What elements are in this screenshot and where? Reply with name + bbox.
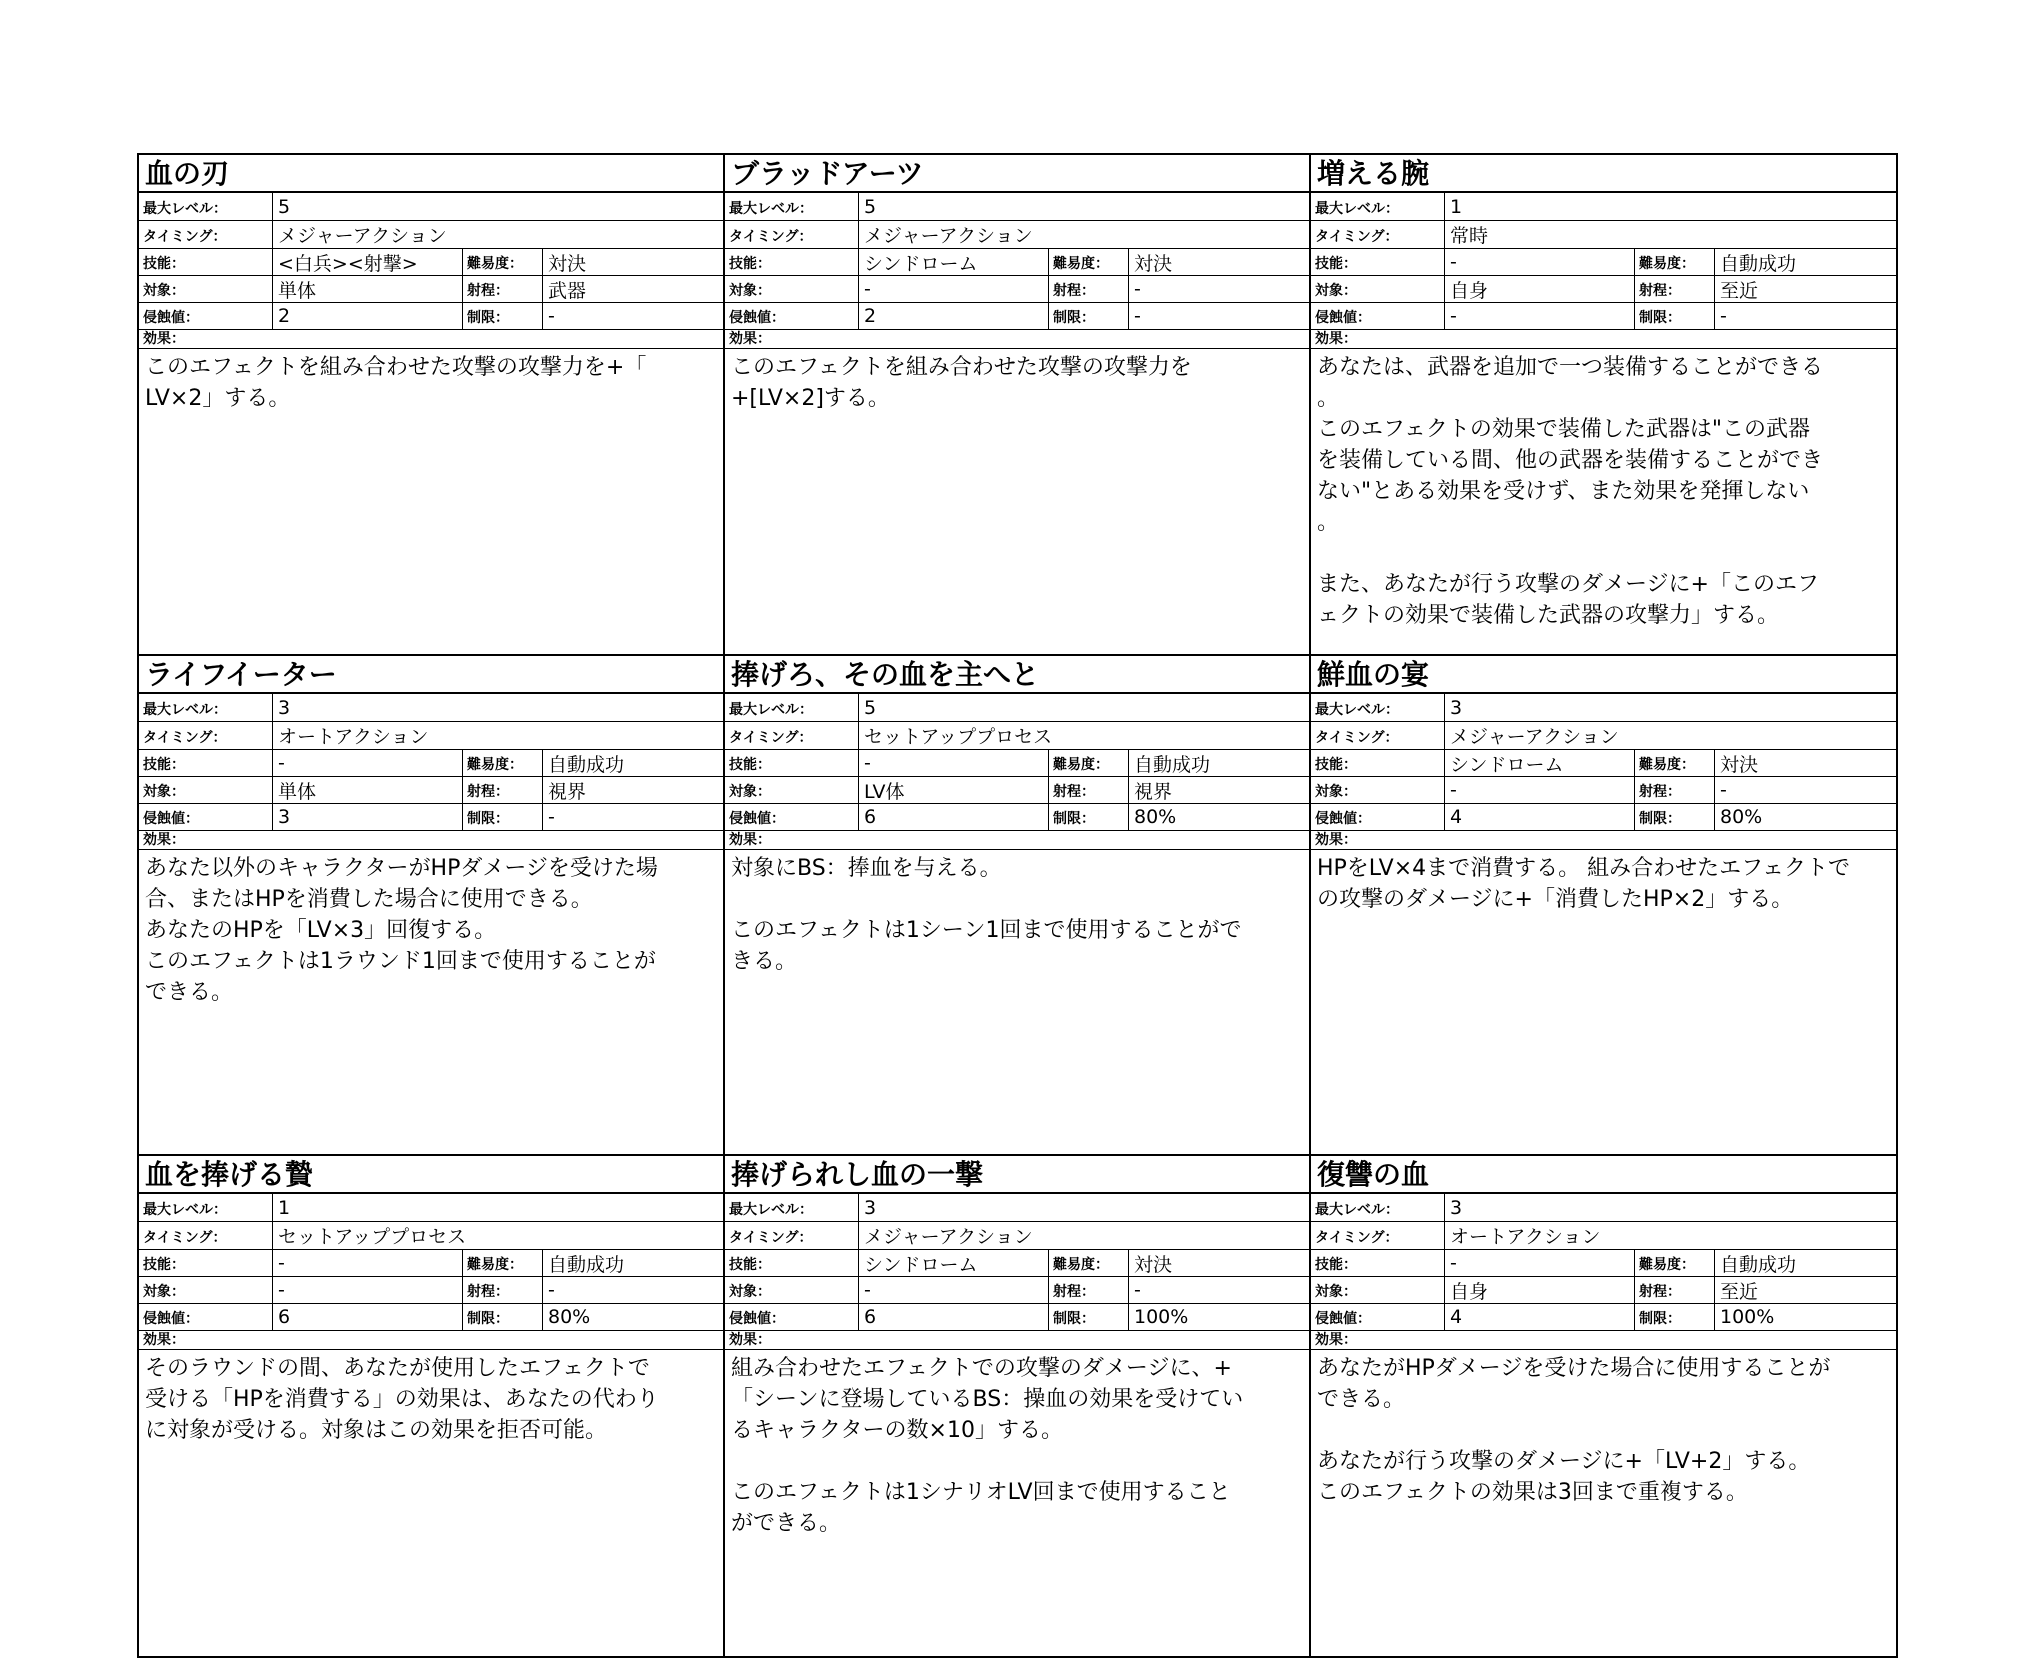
effect-card <box>1311 155 1898 656</box>
range-label: 射程： <box>1635 1277 1715 1303</box>
effect-card <box>139 656 725 1156</box>
max-level-row <box>139 1194 723 1222</box>
effect-card <box>1311 1156 1898 1658</box>
max-level-value: 3 <box>1450 696 1463 719</box>
effect-line <box>731 1446 1305 1477</box>
timing-label: タイミング： <box>1311 1222 1445 1249</box>
timing-label: タイミング： <box>725 1222 859 1249</box>
limit-label: 制限： <box>1049 1304 1129 1330</box>
max-level-row <box>725 193 1309 221</box>
timing-row <box>139 1222 723 1250</box>
effect-title: 血の刃 <box>139 155 723 193</box>
max-level-label: 最大レベル： <box>139 193 273 220</box>
erosion-value: 6 <box>273 1304 463 1330</box>
skill-row <box>1311 1250 1896 1277</box>
erosion-row <box>139 804 723 831</box>
effect-line: るキャラクターの数×10」する。 <box>731 1418 1063 1443</box>
erosion-row <box>1311 1304 1896 1331</box>
max-level-value: 3 <box>278 696 291 719</box>
erosion-row <box>725 804 1309 831</box>
effect-card-sheet <box>137 153 1898 1658</box>
target-value: LV体 <box>859 777 1049 803</box>
range-label: 射程： <box>1049 1277 1129 1303</box>
effect-title: 復讐の血 <box>1311 1156 1896 1194</box>
erosion-row <box>139 303 723 330</box>
difficulty-value: 対決 <box>1134 252 1173 275</box>
effect-description <box>1311 1350 1896 1656</box>
effect-line: ェクトの効果で装備した武器の攻撃力」する。 <box>1317 603 1780 628</box>
effect-line: できる。 <box>1317 1387 1406 1412</box>
erosion-label: 侵蝕値： <box>139 303 273 329</box>
skill-label: 技能： <box>725 750 859 776</box>
max-level-row <box>725 1194 1309 1222</box>
timing-row <box>1311 1222 1896 1250</box>
effect-title: 血を捧げる贄 <box>139 1156 723 1194</box>
effect-label: 効果： <box>725 1331 1309 1350</box>
limit-value: - <box>1720 305 1727 327</box>
skill-label: 技能： <box>1311 750 1445 776</box>
effect-description <box>725 850 1309 1154</box>
effect-line: あなた以外のキャラクターがHPダメージを受けた場 <box>145 856 658 881</box>
limit-label: 制限： <box>1049 303 1129 329</box>
range-label: 射程： <box>463 777 543 803</box>
skill-value: - <box>273 1250 463 1276</box>
target-label: 対象： <box>725 1277 859 1303</box>
skill-value: - <box>1445 1250 1635 1276</box>
target-row <box>139 777 723 804</box>
limit-value: 100% <box>1720 1306 1775 1328</box>
target-value: 自身 <box>1445 1277 1635 1303</box>
skill-label: 技能： <box>139 1250 273 1276</box>
skill-row <box>139 1250 723 1277</box>
timing-row <box>139 722 723 750</box>
target-label: 対象： <box>1311 1277 1445 1303</box>
range-label: 射程： <box>1049 777 1129 803</box>
target-value: - <box>859 276 1049 302</box>
effect-line: あなたがHPダメージを受けた場合に使用することが <box>1317 1356 1831 1381</box>
effect-line: ができる。 <box>731 1511 842 1536</box>
range-label: 射程： <box>463 276 543 302</box>
max-level-value: 3 <box>1450 1196 1463 1219</box>
effect-title: ライフイーター <box>139 656 723 694</box>
erosion-row <box>139 1304 723 1331</box>
difficulty-label: 難易度： <box>463 249 543 275</box>
effect-line: このエフェクトを組み合わせた攻撃の攻撃力を+「 <box>145 355 647 380</box>
erosion-row <box>1311 303 1896 330</box>
difficulty-value: 対決 <box>548 252 587 275</box>
timing-value: メジャーアクション <box>1450 726 1619 748</box>
effect-description <box>139 850 723 1154</box>
erosion-row <box>725 1304 1309 1331</box>
skill-row <box>1311 249 1896 276</box>
range-value: - <box>1134 1279 1141 1301</box>
effect-title: 増える腕 <box>1311 155 1896 193</box>
difficulty-value: 対決 <box>1720 753 1759 776</box>
skill-value: シンドローム <box>1445 750 1635 776</box>
timing-row <box>139 221 723 249</box>
max-level-row <box>1311 193 1896 221</box>
skill-label: 技能： <box>1311 249 1445 275</box>
range-value: - <box>1720 779 1727 801</box>
timing-label: タイミング： <box>1311 722 1445 749</box>
skill-label: 技能： <box>725 1250 859 1276</box>
effect-line: 「シーンに登場しているBS：操血の効果を受けてい <box>731 1387 1244 1412</box>
target-row <box>139 1277 723 1304</box>
effect-line <box>1317 538 1892 569</box>
max-level-value: 5 <box>864 195 877 218</box>
effect-line: あなたのHPを「LV×3」回復する。 <box>145 918 497 943</box>
limit-value: 80% <box>1720 806 1763 828</box>
effect-line <box>1317 1415 1892 1446</box>
effect-description <box>1311 850 1896 1154</box>
target-label: 対象： <box>139 1277 273 1303</box>
effect-description <box>139 1350 723 1656</box>
max-level-label: 最大レベル： <box>139 1194 273 1221</box>
erosion-value: 4 <box>1445 1304 1635 1330</box>
effect-label: 効果： <box>1311 1331 1896 1350</box>
effect-card <box>725 155 1311 656</box>
effect-line: 受ける「HPを消費する」の効果は、あなたの代わり <box>145 1387 659 1412</box>
effect-line: LV×2」する。 <box>145 386 291 411</box>
skill-value: シンドローム <box>859 1250 1049 1276</box>
timing-row <box>725 221 1309 249</box>
limit-label: 制限： <box>463 303 543 329</box>
range-value: - <box>548 1279 555 1301</box>
effect-description <box>139 349 723 654</box>
effect-card <box>725 1156 1311 1658</box>
target-row <box>1311 777 1896 804</box>
difficulty-value: 自動成功 <box>1134 753 1211 776</box>
timing-value: セットアッププロセス <box>278 1226 467 1248</box>
effect-line: 対象にBS：捧血を与える。 <box>731 856 1002 881</box>
skill-value: <白兵><射撃> <box>273 249 463 275</box>
target-label: 対象： <box>1311 276 1445 302</box>
skill-row <box>1311 750 1896 777</box>
target-row <box>1311 1277 1896 1304</box>
effect-line: このエフェクトの効果は3回まで重複する。 <box>1317 1480 1748 1505</box>
limit-value: - <box>1134 305 1141 327</box>
max-level-value: 5 <box>864 696 877 719</box>
effect-title: 鮮血の宴 <box>1311 656 1896 694</box>
range-value: 至近 <box>1720 1280 1759 1303</box>
erosion-label: 侵蝕値： <box>1311 804 1445 830</box>
effect-line: 。 <box>1317 386 1340 411</box>
target-row <box>725 777 1309 804</box>
effect-title: 捧げられし血の一撃 <box>725 1156 1309 1194</box>
range-value: 視界 <box>1134 780 1173 803</box>
skill-label: 技能： <box>139 249 273 275</box>
erosion-label: 侵蝕値： <box>725 804 859 830</box>
target-value: - <box>859 1277 1049 1303</box>
erosion-label: 侵蝕値： <box>725 303 859 329</box>
erosion-value: - <box>1445 303 1635 329</box>
limit-value: - <box>548 806 555 828</box>
limit-value: 100% <box>1134 1306 1189 1328</box>
skill-label: 技能： <box>1311 1250 1445 1276</box>
timing-label: タイミング： <box>725 722 859 749</box>
effect-line: あなたは、武器を追加で一つ装備することができる <box>1317 355 1824 380</box>
timing-value: オートアクション <box>1450 1226 1601 1248</box>
max-level-row <box>1311 1194 1896 1222</box>
effect-card <box>139 155 725 656</box>
erosion-label: 侵蝕値： <box>139 1304 273 1330</box>
effect-line: また、あなたが行う攻撃のダメージに+「このエフ <box>1317 572 1819 597</box>
effect-title: ブラッドアーツ <box>725 155 1309 193</box>
skill-label: 技能： <box>725 249 859 275</box>
difficulty-label: 難易度： <box>1635 249 1715 275</box>
timing-row <box>1311 221 1896 249</box>
max-level-row <box>139 694 723 722</box>
skill-row <box>725 750 1309 777</box>
limit-value: 80% <box>1134 806 1177 828</box>
effect-card <box>1311 656 1898 1156</box>
max-level-label: 最大レベル： <box>725 193 859 220</box>
target-label: 対象： <box>725 777 859 803</box>
timing-row <box>725 1222 1309 1250</box>
difficulty-label: 難易度： <box>1635 1250 1715 1276</box>
difficulty-label: 難易度： <box>463 750 543 776</box>
effect-label: 効果： <box>1311 330 1896 349</box>
limit-label: 制限： <box>463 1304 543 1330</box>
limit-label: 制限： <box>1635 804 1715 830</box>
effect-description <box>1311 349 1896 654</box>
effect-line: このエフェクトは1シーン1回まで使用することがで <box>731 918 1242 943</box>
timing-label: タイミング： <box>725 221 859 248</box>
difficulty-label: 難易度： <box>1635 750 1715 776</box>
effect-line: このエフェクトは1シナリオLV回まで使用すること <box>731 1480 1231 1505</box>
limit-value: 80% <box>548 1306 591 1328</box>
difficulty-value: 対決 <box>1134 1253 1173 1276</box>
effect-label: 効果： <box>139 1331 723 1350</box>
erosion-label: 侵蝕値： <box>1311 1304 1445 1330</box>
difficulty-value: 自動成功 <box>548 1253 625 1276</box>
max-level-value: 1 <box>278 1196 291 1219</box>
timing-value: セットアッププロセス <box>864 726 1053 748</box>
erosion-row <box>725 303 1309 330</box>
target-value: 自身 <box>1445 276 1635 302</box>
limit-label: 制限： <box>1635 303 1715 329</box>
range-label: 射程： <box>1635 777 1715 803</box>
effect-line: このエフェクトは1ラウンド1回まで使用することが <box>145 949 656 974</box>
skill-row <box>725 1250 1309 1277</box>
max-level-label: 最大レベル： <box>1311 193 1445 220</box>
target-label: 対象： <box>139 276 273 302</box>
erosion-label: 侵蝕値： <box>1311 303 1445 329</box>
effect-label: 効果： <box>725 831 1309 850</box>
effect-line: 組み合わせたエフェクトでの攻撃のダメージに、+ <box>731 1356 1232 1381</box>
erosion-value: 6 <box>859 804 1049 830</box>
effect-label: 効果： <box>1311 831 1896 850</box>
target-value: 単体 <box>273 276 463 302</box>
timing-row <box>1311 722 1896 750</box>
erosion-value: 4 <box>1445 804 1635 830</box>
effect-card <box>725 656 1311 1156</box>
target-row <box>1311 276 1896 303</box>
range-value: - <box>1134 278 1141 300</box>
limit-label: 制限： <box>1635 1304 1715 1330</box>
difficulty-label: 難易度： <box>1049 249 1129 275</box>
effect-line <box>731 884 1305 915</box>
effect-title: 捧げろ、その血を主へと <box>725 656 1309 694</box>
skill-value: - <box>273 750 463 776</box>
effect-line: を装備している間、他の武器を装備することができ <box>1317 448 1824 473</box>
effect-line: +[LV×2]する。 <box>731 386 890 411</box>
target-value: 単体 <box>273 777 463 803</box>
target-label: 対象： <box>725 276 859 302</box>
max-level-label: 最大レベル： <box>1311 694 1445 721</box>
target-row <box>725 276 1309 303</box>
difficulty-label: 難易度： <box>1049 1250 1129 1276</box>
effect-line: あなたが行う攻撃のダメージに+「LV+2」する。 <box>1317 1449 1811 1474</box>
effect-line: 合、またはHPを消費した場合に使用できる。 <box>145 887 593 912</box>
timing-value: 常時 <box>1450 225 1489 247</box>
difficulty-label: 難易度： <box>1049 750 1129 776</box>
skill-row <box>725 249 1309 276</box>
erosion-value: 2 <box>273 303 463 329</box>
timing-label: タイミング： <box>139 722 273 749</box>
limit-value: - <box>548 305 555 327</box>
effect-label: 効果： <box>725 330 1309 349</box>
limit-label: 制限： <box>463 804 543 830</box>
effect-line: このエフェクトを組み合わせた攻撃の攻撃力を <box>731 355 1192 380</box>
range-label: 射程： <box>1049 276 1129 302</box>
erosion-label: 侵蝕値： <box>725 1304 859 1330</box>
erosion-value: 6 <box>859 1304 1049 1330</box>
effect-line: HPをLV×4まで消費する。 組み合わせたエフェクトで <box>1317 856 1851 881</box>
max-level-row <box>725 694 1309 722</box>
erosion-row <box>1311 804 1896 831</box>
timing-label: タイミング： <box>1311 221 1445 248</box>
effect-line: に対象が受ける。対象はこの効果を拒否可能。 <box>145 1418 608 1443</box>
effect-line: できる。 <box>145 980 234 1005</box>
difficulty-value: 自動成功 <box>1720 252 1797 275</box>
effect-description <box>725 1350 1309 1656</box>
skill-value: - <box>1445 249 1635 275</box>
max-level-value: 3 <box>864 1196 877 1219</box>
max-level-row <box>139 193 723 221</box>
effect-card <box>139 1156 725 1658</box>
max-level-label: 最大レベル： <box>139 694 273 721</box>
effect-line: ない"とある効果を受けず、また効果を発揮しない <box>1317 479 1810 504</box>
effect-line: の攻撃のダメージに+「消費したHP×2」する。 <box>1317 887 1794 912</box>
timing-label: タイミング： <box>139 221 273 248</box>
effect-label: 効果： <box>139 330 723 349</box>
max-level-label: 最大レベル： <box>1311 1194 1445 1221</box>
skill-label: 技能： <box>139 750 273 776</box>
skill-value: - <box>859 750 1049 776</box>
timing-label: タイミング： <box>139 1222 273 1249</box>
timing-row <box>725 722 1309 750</box>
erosion-value: 2 <box>859 303 1049 329</box>
target-row <box>725 1277 1309 1304</box>
max-level-label: 最大レベル： <box>725 694 859 721</box>
erosion-value: 3 <box>273 804 463 830</box>
effect-line: 。 <box>1317 510 1340 535</box>
timing-value: オートアクション <box>278 726 429 748</box>
range-value: 至近 <box>1720 279 1759 302</box>
effect-description <box>725 349 1309 654</box>
effect-line: そのラウンドの間、あなたが使用したエフェクトで <box>145 1356 650 1381</box>
range-label: 射程： <box>1635 276 1715 302</box>
target-row <box>139 276 723 303</box>
skill-value: シンドローム <box>859 249 1049 275</box>
range-value: 武器 <box>548 279 587 302</box>
effect-line: このエフェクトの効果で装備した武器は"この武器 <box>1317 417 1811 442</box>
range-value: 視界 <box>548 780 587 803</box>
erosion-label: 侵蝕値： <box>139 804 273 830</box>
target-label: 対象： <box>139 777 273 803</box>
skill-row <box>139 750 723 777</box>
max-level-value: 1 <box>1450 195 1463 218</box>
difficulty-value: 自動成功 <box>1720 1253 1797 1276</box>
effect-line: きる。 <box>731 949 798 974</box>
timing-value: メジャーアクション <box>278 225 447 247</box>
skill-row <box>139 249 723 276</box>
target-value: - <box>1445 777 1635 803</box>
timing-value: メジャーアクション <box>864 225 1033 247</box>
max-level-value: 5 <box>278 195 291 218</box>
timing-value: メジャーアクション <box>864 1226 1033 1248</box>
max-level-row <box>1311 694 1896 722</box>
target-value: - <box>273 1277 463 1303</box>
limit-label: 制限： <box>1049 804 1129 830</box>
difficulty-label: 難易度： <box>463 1250 543 1276</box>
range-label: 射程： <box>463 1277 543 1303</box>
effect-label: 効果： <box>139 831 723 850</box>
target-label: 対象： <box>1311 777 1445 803</box>
max-level-label: 最大レベル： <box>725 1194 859 1221</box>
difficulty-value: 自動成功 <box>548 753 625 776</box>
